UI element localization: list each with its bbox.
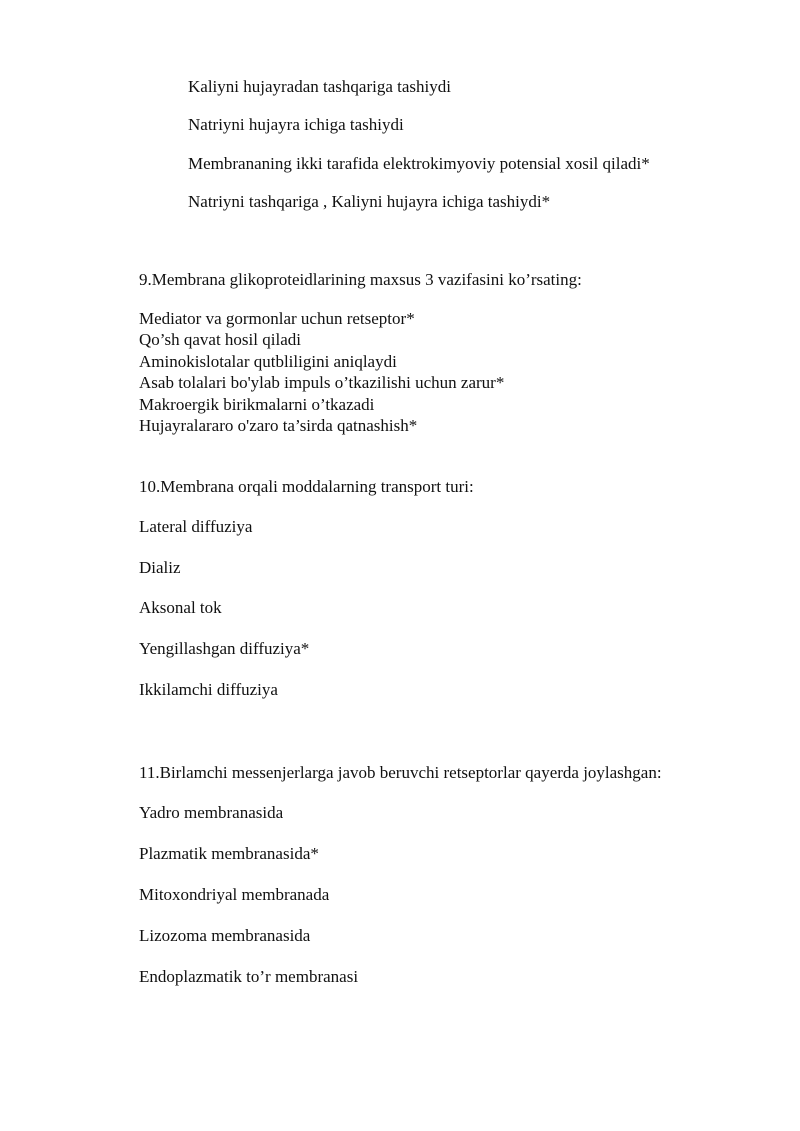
- q11-option-4: Lizozoma membranasida: [139, 926, 311, 945]
- prev-option-3: Membrananing ikki tarafida elektrokimyoviy potensial xosil qiladi*: [188, 154, 650, 173]
- q10-option-4: Yengillashgan diffuziya*: [139, 639, 310, 658]
- q11-option-5: Endoplazmatik to’r membranasi: [139, 967, 359, 986]
- q11-option-2: Plazmatik membranasida*: [139, 844, 319, 863]
- q10-option-3: Aksonal tok: [139, 598, 222, 617]
- question-11-title: 11.Birlamchi messenjerlarga javob beruvchi retseptorlar qayerda joylashgan:: [139, 763, 662, 782]
- q11-option-1: Yadro membranasida: [139, 803, 284, 822]
- prev-option-1: Kaliyni hujayradan tashqariga tashiydi: [188, 77, 451, 96]
- q9-option-4: Asab tolalari bo'ylab impuls o’tkazilishi uchun zarur*: [139, 373, 505, 392]
- q10-option-1: Lateral diffuziya: [139, 517, 253, 536]
- prev-option-2: Natriyni hujayra ichiga tashiydi: [188, 115, 404, 134]
- q9-option-1: Mediator va gormonlar uchun retseptor*: [139, 309, 415, 328]
- question-10-title: 10.Membrana orqali moddalarning transport turi:: [139, 477, 474, 496]
- question-9-title: 9.Membrana glikoproteidlarining maxsus 3 vazifasini ko’rsating:: [139, 270, 582, 289]
- q11-option-3: Mitoxondriyal membranada: [139, 885, 330, 904]
- q9-option-2: Qo’sh qavat hosil qiladi: [139, 330, 301, 349]
- q9-option-6: Hujayralararo o'zaro ta’sirda qatnashish*: [139, 416, 418, 435]
- q9-option-3: Aminokislotalar qutbliligini aniqlaydi: [139, 352, 397, 371]
- q10-option-2: Dializ: [139, 558, 181, 577]
- q10-option-5: Ikkilamchi diffuziya: [139, 680, 278, 699]
- prev-option-4: Natriyni tashqariga , Kaliyni hujayra ichiga tashiydi*: [188, 192, 551, 211]
- q9-option-5: Makroergik birikmalarni o’tkazadi: [139, 395, 375, 414]
